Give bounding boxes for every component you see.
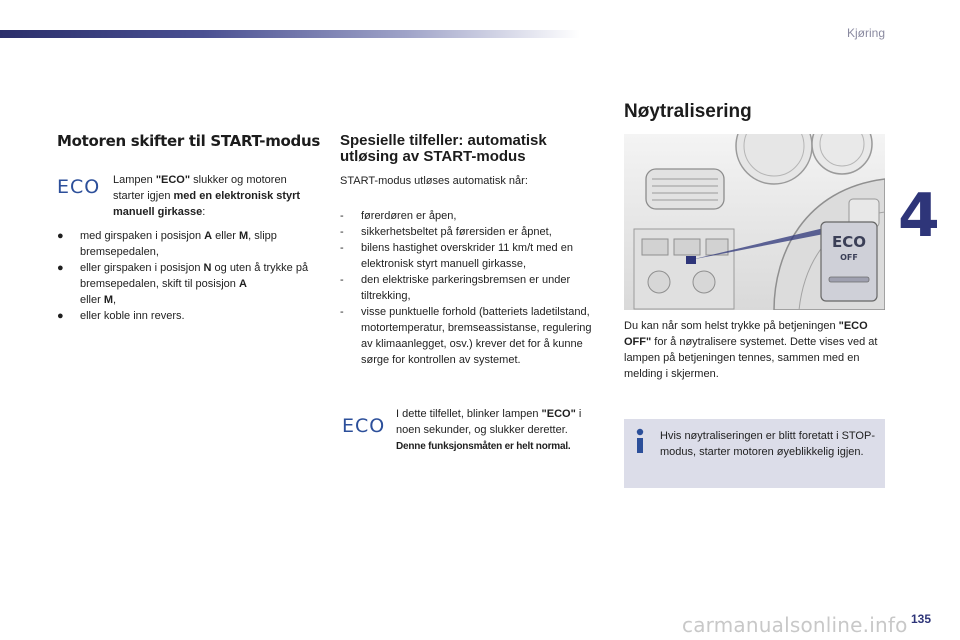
list-item: ● eller girspaken i posisjon N og uten å trykke på bremsepedalen, skift til posisjon A eller M,	[57, 262, 309, 306]
info-icon	[633, 428, 647, 454]
eco-lamp-icon: ECO	[342, 415, 386, 437]
list-item: ● med girspaken i posisjon A eller M, slipp bremsepedalen,	[57, 230, 277, 258]
list-item: - førerdøren er åpen,	[340, 210, 457, 222]
list-item: - sikkerhetsbeltet på førersiden er åpnet,	[340, 226, 552, 238]
lamp-description: Lampen "ECO" slukker og motoren starter igjen med en elektronisk styrt manuell girkasse:	[113, 174, 301, 218]
header-gradient-bar	[0, 30, 580, 38]
blink-description: I dette tilfellet, blinker lampen "ECO" i noen sekunder, og slukker deretter. Denne funksjonsmåten er helt normal.	[396, 408, 582, 452]
bullet-icon: ●	[57, 262, 64, 274]
list-item: - bilens hastighet overskrider 11 km/t med en elektronisk styrt manuell girkasse,	[340, 242, 573, 270]
off-button-label: OFF	[840, 253, 858, 262]
list-item: ● eller koble inn revers.	[57, 310, 185, 322]
list-item: - den elektriske parkeringsbremsen er under tiltrekking,	[340, 274, 571, 302]
eco-lamp-icon: ECO	[57, 176, 101, 198]
bullet-icon: ●	[57, 310, 64, 322]
dashboard-illustration	[624, 134, 885, 310]
watermark: carmanualsonline.info	[682, 613, 908, 637]
info-text: Hvis nøytraliseringen er blitt foretatt i STOP-modus, starter motoren øyeblikkelig igjen.	[660, 430, 875, 458]
list-item: - visse punktuelle forhold (batteriets ladetilstand, motortemperatur, bremseassistanse, regulering av klimaanlegget, osv.) krever det for å kunne sørge for kontrollen av systemet.	[340, 306, 592, 366]
eco-button-label: ECO	[831, 233, 867, 251]
page-number: 135	[911, 612, 932, 626]
chapter-number: 4	[898, 181, 940, 251]
start-mode-heading: Motoren skifter til START-modus	[57, 132, 320, 150]
eco-off-description: Du kan når som helst trykke på betjeningen "ECO OFF" for å nøytralisere systemet. Dette vises ved at lampen på betjeningen tennes, sammen med en melding i skjermen.	[624, 320, 878, 380]
auto-intro-text: START-modus utløses automatisk når:	[340, 175, 528, 187]
dashboard-photo	[624, 134, 885, 310]
start-conditions-list	[57, 228, 322, 324]
auto-trigger-list	[340, 208, 605, 368]
special-cases-heading: Spesielle tilfeller: automatisk utløsing av START-modus	[340, 132, 547, 165]
bullet-icon: ●	[57, 230, 64, 242]
section-label: Kjøring	[846, 26, 885, 40]
neutralization-heading: Nøytralisering	[624, 101, 752, 122]
